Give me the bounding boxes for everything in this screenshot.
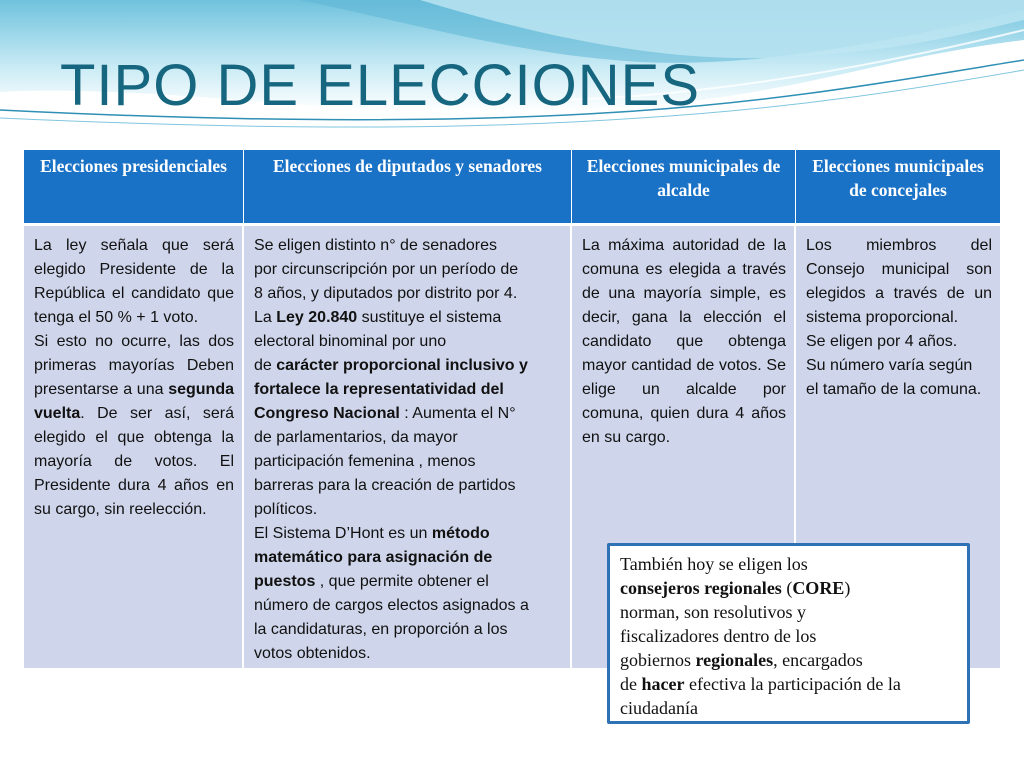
alcalde-paragraph: La máxima autoridad de la comuna es elegida a través de una mayoría simple, es decir, gana la elección el candidato que obtenga mayor cantidad de votos. Se elige un alcalde por comuna, quien dura 4 años en su cargo. [582, 237, 786, 446]
header-municipales-alcalde: Elecciones municipales de alcalde [572, 150, 796, 226]
cell-diputados-senadores: Se eligen distinto n° de senadores por circunscripción por un período de 8 años, y diputados por distrito por 4. La Ley 20.840 sustituye el sistema electoral binominal por uno de carácter proporcional inclusivo y fortalece la representatividad del Congreso Nacional : Aumenta el N° de parlamentarios, da mayor participación femenina , menos barreras para la creación de partidos políticos. El Sistema D’Hont es un método matemático para asignación de puestos , que permite obtener el número de cargos electos asignados a la candidaturas, en proporción a los votos obtenidos. [244, 226, 572, 668]
cell-presidenciales [24, 226, 244, 668]
ley-20840-text: Ley 20.840 [276, 309, 358, 326]
presidenciales-paragraph-2: Si esto no ocurre, las dos primeras mayorías Deben presentarse a una segunda vuelta. De ser así, será elegido el que obtenga la mayoría de votos. El Presidente dura 4 años en su cargo, sin reelección. [34, 333, 234, 518]
table-header-row [24, 150, 1000, 226]
core-callout-box: También hoy se eligen los consejeros regionales (CORE) norman, son resolutivos y fiscalizadores dentro de los gobiernos regionales, encargados de hacer efectiva la participación de la ciudadanía [607, 543, 970, 724]
header-municipales-concejales: Elecciones municipales de concejales [796, 150, 1000, 226]
concejales-paragraph-3b: el tamaño de la comuna. [806, 381, 982, 398]
header-diputados-senadores: Elecciones de diputados y senadores [244, 150, 572, 226]
header-presidenciales: Elecciones presidenciales [24, 150, 244, 226]
concejales-paragraph-1: Los miembros del Consejo municipal son elegidos a través de un sistema proporcional. [806, 237, 992, 326]
concejales-paragraph-2: Se eligen por 4 años. [806, 333, 958, 350]
presidenciales-paragraph-1: La ley señala que será elegido Presidente de la República el candidato que tenga el 50 % + 1 voto. [34, 237, 234, 326]
concejales-paragraph-3a: Su número varía según [806, 357, 973, 374]
slide-title: TIPO DE ELECCIONES [60, 53, 701, 118]
